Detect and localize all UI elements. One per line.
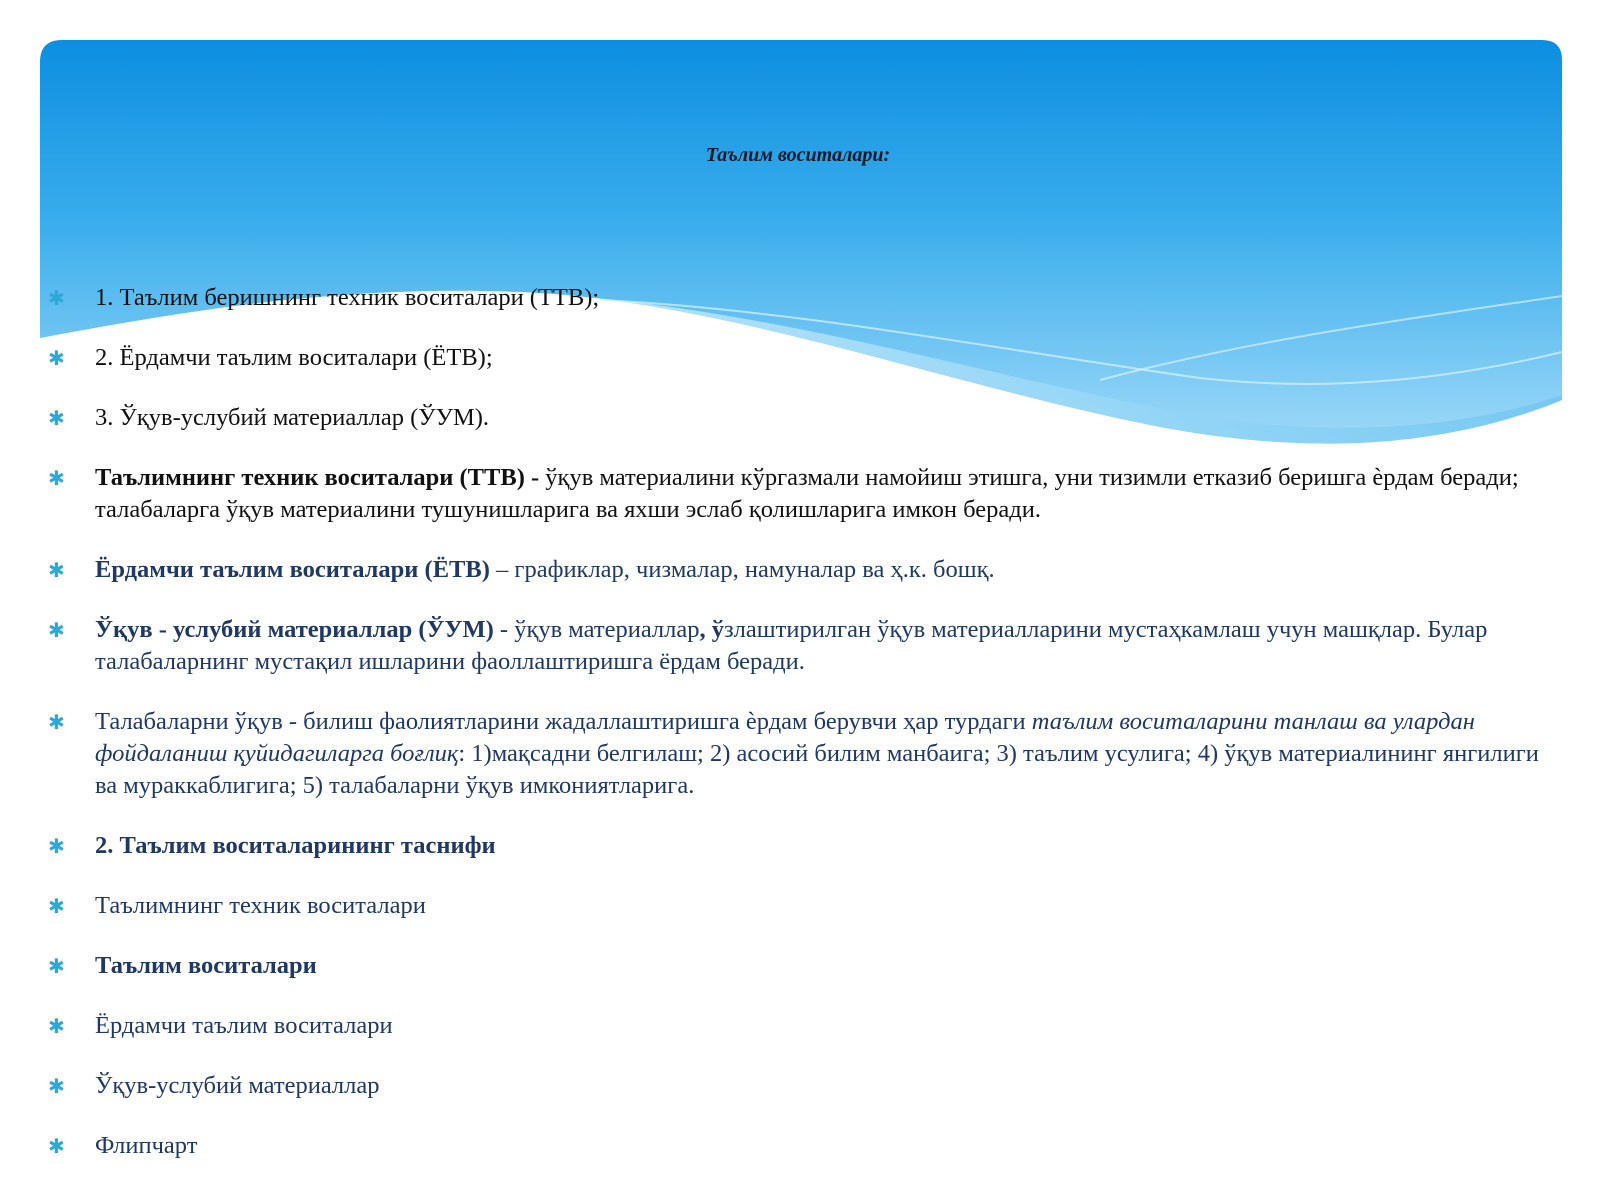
- dash: -: [524, 464, 546, 491]
- item-text: Ёрдамчи таълим воситалари: [95, 1012, 393, 1039]
- term-uum: Ўқув - услубий материаллар (ЎУМ): [95, 616, 494, 643]
- definition-text-continued: злаштирилган ўқув материалларини мустаҳкамлаш учун машқлар. Булар талабаларнинг мустақил ишларини фаоллаштиришга ёрдам беради.: [95, 616, 1488, 675]
- item-text: [95, 614, 1555, 678]
- item-text: 1. Таълим беришнинг техник воситалари (ТТВ);: [95, 284, 600, 311]
- item-text: 3. Ўқув-услубий материаллар (ЎУМ).: [95, 404, 490, 431]
- asterisk-icon: ✱: [48, 286, 65, 310]
- asterisk-icon: ✱: [48, 558, 65, 582]
- asterisk-icon: ✱: [48, 954, 65, 978]
- term-ttv: Таълимнинг техник воситалари (ТТВ): [95, 464, 525, 491]
- item-text: Ўқув-услубий материаллар: [95, 1072, 380, 1099]
- asterisk-icon: ✱: [48, 346, 65, 370]
- definition-text: ўқув материалини кўргазмали намойиш этишга, уни тизимли етказиб беришга ѐрдам беради; талабаларга ўқув материалини тушунишларига ва яхши эслаб қолишларига имкон беради.: [95, 464, 1519, 523]
- item-text: Таълимнинг техник воситалари: [95, 892, 426, 919]
- item-text: [95, 462, 1555, 526]
- asterisk-icon: ✱: [48, 1074, 65, 1098]
- paragraph-end: : 1)мақсадни белгилаш; 2) асосий билим манбаига; 3) таълим усулига; 4) ўқув материалининг янгилиги ва мураккаблигига; 5) талабаларни ўқув имкониятларига.: [95, 740, 1539, 799]
- asterisk-icon: ✱: [48, 1134, 65, 1158]
- asterisk-icon: ✱: [48, 1014, 65, 1038]
- paragraph-start: Талабаларни ўқув - билиш фаолиятларини жадаллаштиришга ѐрдам берувчи ҳар турдаги: [95, 708, 1032, 735]
- comma-fragment: , ў: [699, 616, 724, 643]
- slide-title: Таълим воситалари:: [705, 144, 891, 166]
- asterisk-icon: ✱: [48, 406, 65, 430]
- asterisk-icon: ✱: [48, 834, 65, 858]
- definition-text: – графиклар, чизмалар, намуналар ва ҳ.к. бошқ.: [489, 556, 995, 583]
- item-text: [95, 706, 1555, 802]
- item-text: Флипчарт: [95, 1132, 198, 1159]
- item-text: 2. Ёрдамчи таълим воситалари (ЁТВ);: [95, 344, 493, 371]
- asterisk-icon: ✱: [48, 618, 65, 642]
- asterisk-icon: ✱: [48, 710, 65, 734]
- italic-phrase: таълим воситаларини танлаш ва улардан фойдаланиш қуйидагиларга боғлиқ: [95, 708, 1475, 767]
- definition-text: - ўқув материаллар: [493, 616, 700, 643]
- item-text: Таълим воситалари: [95, 952, 317, 979]
- section-heading: 2. Таълим воситаларининг таснифи: [95, 832, 496, 859]
- item-text: [95, 554, 1555, 586]
- asterisk-icon: ✱: [48, 894, 65, 918]
- asterisk-icon: ✱: [48, 466, 65, 490]
- term-etv: Ёрдамчи таълим воситалари (ЁТВ): [95, 556, 490, 583]
